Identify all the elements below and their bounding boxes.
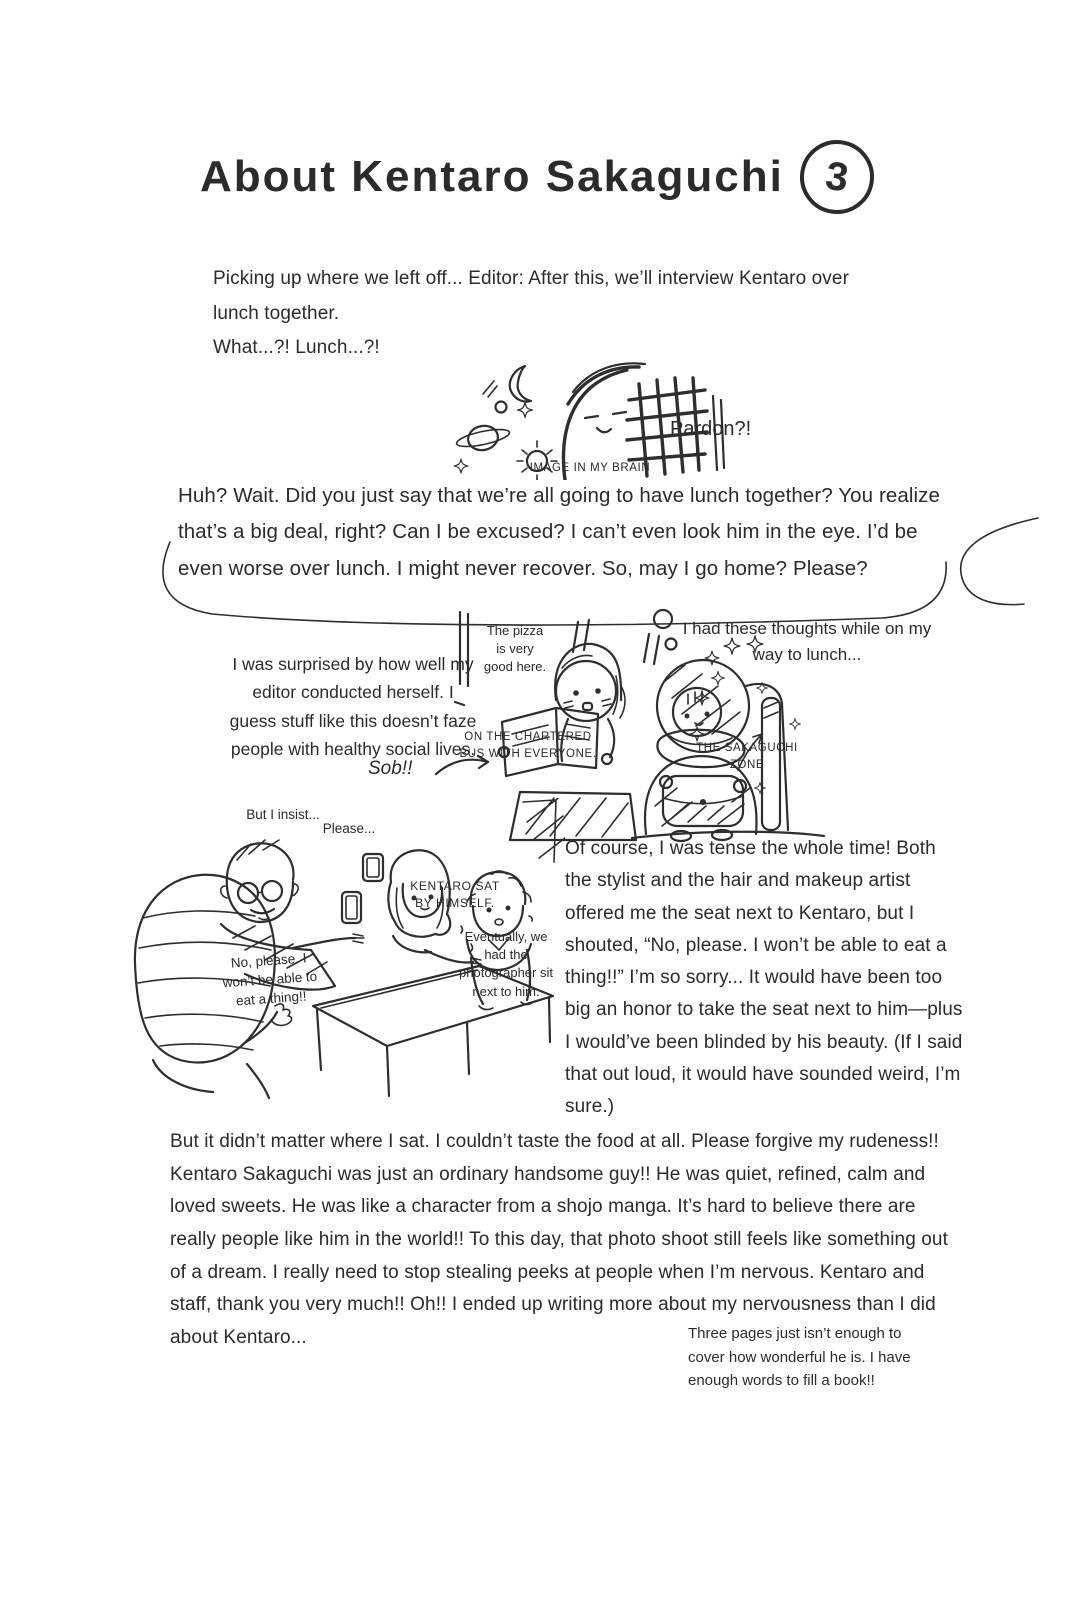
kentaro-sat-caption: KENTARO SAT BY HIMSELF. (410, 879, 500, 911)
thoughts-note: I had these thoughts while on my way to lunch... (682, 619, 932, 664)
glasses-icon (238, 883, 258, 903)
bus-window-lines (455, 612, 468, 705)
pardon-exclamation: Pardon?! (670, 418, 752, 440)
intro-line-1: Picking up where we left off... Editor: After this, we’ll interview Kentaro over lunch together. (213, 268, 849, 324)
saturn-icon (454, 421, 512, 456)
hands (479, 1002, 533, 1010)
eye-dot (506, 906, 511, 911)
intro-paragraph (213, 262, 893, 366)
mouth-doodle (597, 428, 611, 432)
hand (353, 934, 364, 943)
eye-dot (573, 690, 579, 696)
insist-label: But I insist... (246, 807, 320, 822)
brain-doodle-caption: IMAGE IN MY BRAIN (529, 462, 651, 474)
open-mouth (495, 919, 503, 925)
eye-dot (595, 688, 601, 694)
eyes-doodle (585, 412, 626, 418)
hand (602, 754, 612, 764)
sob-label: Sob!! (368, 758, 413, 779)
bus-caption: ON THE CHARTERED BUS WITH EVERYONE. (459, 731, 597, 760)
ears (221, 884, 298, 898)
surprise-lines-icon (573, 620, 659, 664)
please-label: Please... (322, 821, 376, 836)
crescent-moon-icon (510, 366, 531, 402)
open-mouth (583, 703, 592, 710)
surprised-note: I was surprised by how well my editor conducted herself. I guess stuff like this doesn’t faze people with healthy social lives. (229, 654, 477, 760)
intro-line-2: What...?! Lunch...?! (213, 337, 380, 359)
star-icon (454, 459, 468, 473)
mustache (251, 909, 274, 913)
eye-dot (705, 712, 710, 717)
refusal-label: No, please. I won’t be able to eat a thing!! (222, 950, 318, 1009)
glasses-icon (262, 881, 282, 901)
wall-hatch (523, 798, 565, 862)
eye-dot (685, 714, 690, 719)
circled-number-badge: 3 (795, 135, 879, 219)
planet-circle-icon (496, 402, 507, 413)
eventually-label: Eventually, we had the photographer sit next to him. (459, 929, 553, 999)
coat-hatch (655, 788, 750, 826)
page-title-text: About Kentaro Sakaguchi (200, 152, 784, 201)
comet-icon (483, 381, 497, 397)
sakaguchi-zone-caption: THE SAKAGUCHI ZONE (696, 742, 798, 771)
panic-paragraph: Huh? Wait. Did you just say that we’re all going to have lunch together? You realize that’s a big deal, right? Can I be excused? I can’t even look him in the eye. I’d be even worse over lunch. I might never recover. So, may I go home? Please? (178, 484, 941, 580)
page-title (200, 140, 874, 214)
pizza-speech: The pizza is very good here. (483, 623, 547, 675)
wall-frames (342, 854, 383, 923)
closing-paragraph: But it didn’t matter where I sat. I couldn’t taste the food at all. Please forgive my rudeness!! Kentaro Sakaguchi was just an ordinary handsome guy!! He was quiet, refined, calm and loved sweets. He was like a character from a shojo manga. It’s hard to believe there are really people like him in the world!! To this day, that photo shoot still feels like something out of a dream. I really need to stop stealing peeks at people when I’m nervous. Kentaro and staff, thank you very much!! Oh!! I ended up writing more about my nervousness than I did about Kentaro... (170, 1131, 948, 1349)
star-icon (518, 403, 533, 418)
tense-paragraph: Of course, I was tense the whole time! Both the stylist and the hair and makeup artist offered me the seat next to Kentaro, but I shouted, “No, please. I won’t be able to eat a thing!!” I’m so sorry... It would have been too big an honor to take the seat next to him—plus I would’ve been blinded by his beauty. (If I said that out loud, it would have sounded weird, I’m sure.) (565, 838, 963, 1118)
footnote: Three pages just isn’t enough to cover how wonderful he is. I have enough words to fill a book!! (688, 1325, 911, 1390)
